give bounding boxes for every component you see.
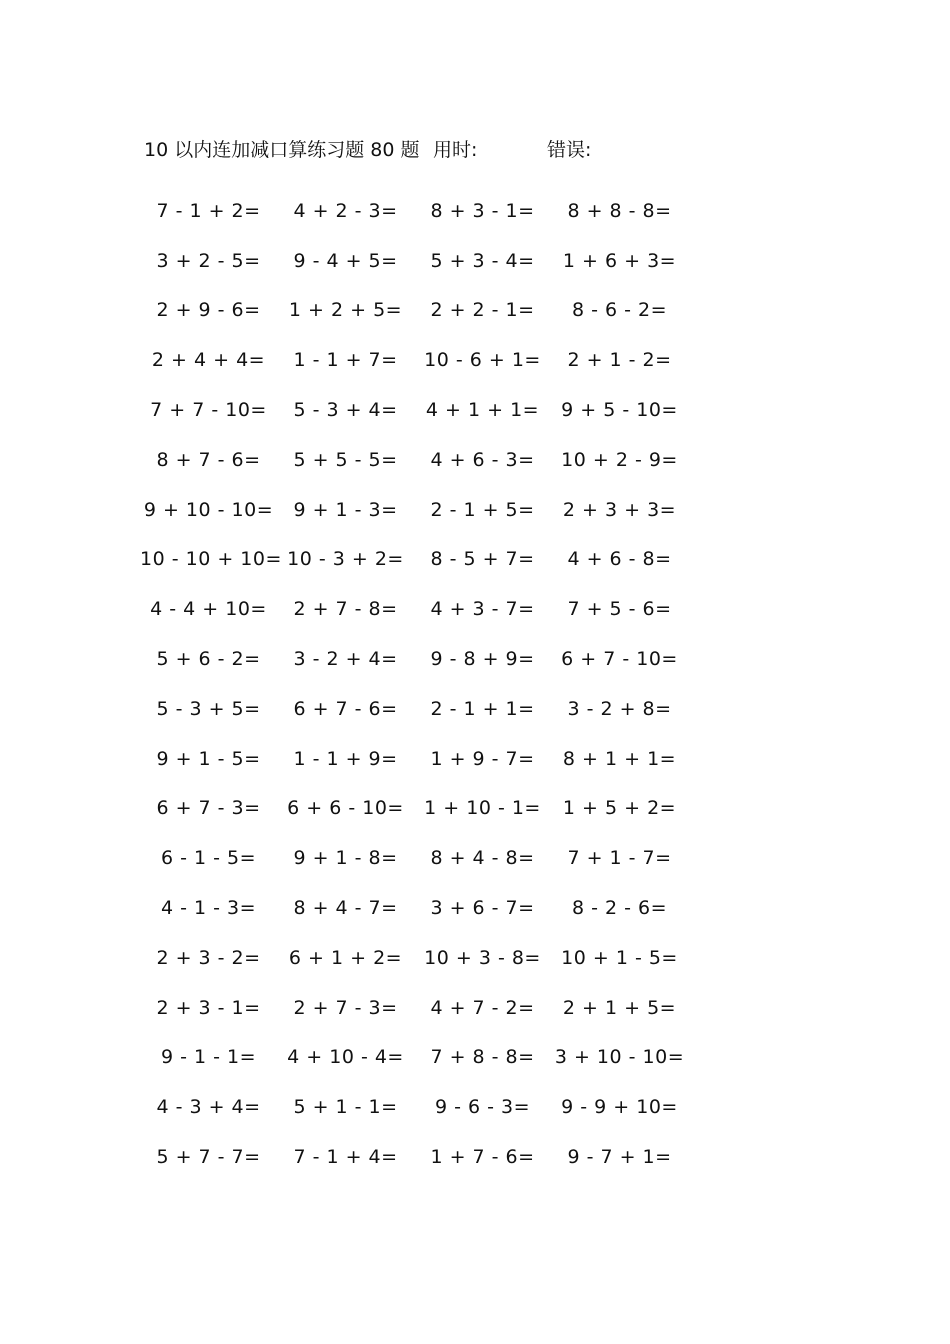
problem-cell: 5 + 1 - 1= xyxy=(293,1096,398,1119)
problem-cell: 6 - 1 - 5= xyxy=(160,847,257,870)
problem-cell: 9 + 10 - 10= xyxy=(143,498,274,521)
problem-cell: 10 - 10 + 10= xyxy=(140,548,282,571)
problem-cell: 3 + 10 - 10= xyxy=(554,1046,685,1069)
problem-row xyxy=(140,435,700,485)
problem-row xyxy=(140,833,700,883)
problem-grid xyxy=(140,186,700,1182)
problem-cell: 9 - 9 + 10= xyxy=(561,1096,678,1119)
problem-cell: 7 + 5 - 6= xyxy=(567,598,672,621)
problem-row xyxy=(140,1033,700,1083)
problem-cell: 4 + 6 - 3= xyxy=(430,448,535,471)
problem-cell: 4 + 1 + 1= xyxy=(425,399,540,422)
problem-cell: 9 - 7 + 1= xyxy=(567,1146,672,1169)
problem-row xyxy=(140,1132,700,1182)
problem-row xyxy=(140,784,700,834)
problem-row xyxy=(140,684,700,734)
problem-cell: 2 + 3 - 1= xyxy=(156,996,261,1019)
problem-cell: 9 + 1 - 5= xyxy=(156,747,261,770)
error-label: 错误: xyxy=(547,139,592,161)
problem-cell: 2 + 2 - 1= xyxy=(430,299,535,322)
problem-cell: 9 + 1 - 3= xyxy=(293,498,398,521)
problem-cell: 9 - 6 - 3= xyxy=(434,1096,531,1119)
problem-cell: 9 - 8 + 9= xyxy=(430,648,535,671)
problem-cell: 6 + 7 - 6= xyxy=(293,697,398,720)
problem-cell: 4 + 6 - 8= xyxy=(567,548,672,571)
problem-row xyxy=(140,535,700,585)
problem-row xyxy=(140,983,700,1033)
problem-cell: 5 + 3 - 4= xyxy=(430,249,535,272)
problem-cell: 8 + 4 - 8= xyxy=(430,847,535,870)
time-label: 用时: xyxy=(433,139,478,161)
problem-cell: 9 - 4 + 5= xyxy=(293,249,398,272)
problem-row xyxy=(140,634,700,684)
problem-cell: 4 + 7 - 2= xyxy=(430,996,535,1019)
problem-cell: 8 + 4 - 7= xyxy=(293,897,398,920)
problem-cell: 8 + 7 - 6= xyxy=(156,448,261,471)
problem-cell: 10 - 6 + 1= xyxy=(424,349,541,372)
problem-row xyxy=(140,236,700,286)
problem-cell: 9 - 1 - 1= xyxy=(160,1046,257,1069)
problem-cell: 7 - 1 + 2= xyxy=(156,199,261,222)
problem-cell: 4 - 1 - 3= xyxy=(160,897,257,920)
problem-row xyxy=(140,1082,700,1132)
problem-cell: 5 + 5 - 5= xyxy=(293,448,398,471)
problem-cell: 10 - 3 + 2= xyxy=(287,548,404,571)
problem-cell: 2 + 1 - 2= xyxy=(567,349,672,372)
problem-cell: 7 + 8 - 8= xyxy=(430,1046,535,1069)
problem-row xyxy=(140,734,700,784)
problem-cell: 8 + 1 + 1= xyxy=(562,747,677,770)
problem-cell: 5 - 3 + 4= xyxy=(293,399,398,422)
problem-cell: 1 + 2 + 5= xyxy=(288,299,403,322)
problem-cell: 1 + 5 + 2= xyxy=(562,797,677,820)
problem-cell: 6 + 7 - 3= xyxy=(156,797,261,820)
problem-cell: 5 + 6 - 2= xyxy=(156,648,261,671)
problem-cell: 8 - 6 - 2= xyxy=(571,299,668,322)
problem-cell: 2 + 9 - 6= xyxy=(156,299,261,322)
problem-cell: 4 + 3 - 7= xyxy=(430,598,535,621)
problem-row xyxy=(140,883,700,933)
problem-row xyxy=(140,186,700,236)
problem-cell: 2 + 3 + 3= xyxy=(562,498,677,521)
problem-cell: 2 + 1 + 5= xyxy=(562,996,677,1019)
problem-cell: 4 + 10 - 4= xyxy=(287,1046,404,1069)
problem-cell: 1 + 6 + 3= xyxy=(562,249,677,272)
problem-cell: 5 + 7 - 7= xyxy=(156,1146,261,1169)
worksheet-title: 10 以内连加减口算练习题 80 题 xyxy=(144,139,420,161)
problem-cell: 6 + 1 + 2= xyxy=(288,946,403,969)
problem-row xyxy=(140,933,700,983)
problem-row xyxy=(140,335,700,385)
problem-cell: 10 + 1 - 5= xyxy=(561,946,678,969)
problem-cell: 3 + 2 - 5= xyxy=(156,249,261,272)
problem-cell: 4 - 3 + 4= xyxy=(156,1096,261,1119)
problem-cell: 2 + 7 - 8= xyxy=(293,598,398,621)
problem-cell: 8 - 2 - 6= xyxy=(571,897,668,920)
problem-cell: 1 - 1 + 9= xyxy=(293,747,398,770)
problem-cell: 1 - 1 + 7= xyxy=(293,349,398,372)
problem-cell: 7 + 7 - 10= xyxy=(150,399,267,422)
problem-cell: 6 + 7 - 10= xyxy=(561,648,678,671)
problem-row xyxy=(140,584,700,634)
problem-cell: 9 + 1 - 8= xyxy=(293,847,398,870)
problem-cell: 2 + 4 + 4= xyxy=(151,349,266,372)
problem-cell: 2 - 1 + 5= xyxy=(430,498,535,521)
problem-cell: 1 + 7 - 6= xyxy=(430,1146,535,1169)
problem-cell: 4 - 4 + 10= xyxy=(150,598,267,621)
problem-row xyxy=(140,385,700,435)
problem-cell: 3 - 2 + 4= xyxy=(293,648,398,671)
problem-cell: 3 - 2 + 8= xyxy=(567,697,672,720)
problem-cell: 1 + 9 - 7= xyxy=(430,747,535,770)
problem-cell: 7 - 1 + 4= xyxy=(293,1146,398,1169)
problem-row xyxy=(140,485,700,535)
problem-row xyxy=(140,286,700,336)
problem-cell: 8 - 5 + 7= xyxy=(430,548,535,571)
problem-cell: 3 + 6 - 7= xyxy=(430,897,535,920)
problem-cell: 8 + 8 - 8= xyxy=(567,199,672,222)
problem-cell: 5 - 3 + 5= xyxy=(156,697,261,720)
problem-cell: 10 + 3 - 8= xyxy=(424,946,541,969)
problem-cell: 4 + 2 - 3= xyxy=(293,199,398,222)
problem-cell: 10 + 2 - 9= xyxy=(561,448,678,471)
problem-cell: 8 + 3 - 1= xyxy=(430,199,535,222)
problem-cell: 1 + 10 - 1= xyxy=(424,797,541,820)
problem-cell: 2 - 1 + 1= xyxy=(430,697,535,720)
problem-cell: 2 + 3 - 2= xyxy=(156,946,261,969)
problem-cell: 9 + 5 - 10= xyxy=(561,399,678,422)
problem-cell: 7 + 1 - 7= xyxy=(567,847,672,870)
problem-cell: 6 + 6 - 10= xyxy=(287,797,404,820)
problem-cell: 2 + 7 - 3= xyxy=(293,996,398,1019)
